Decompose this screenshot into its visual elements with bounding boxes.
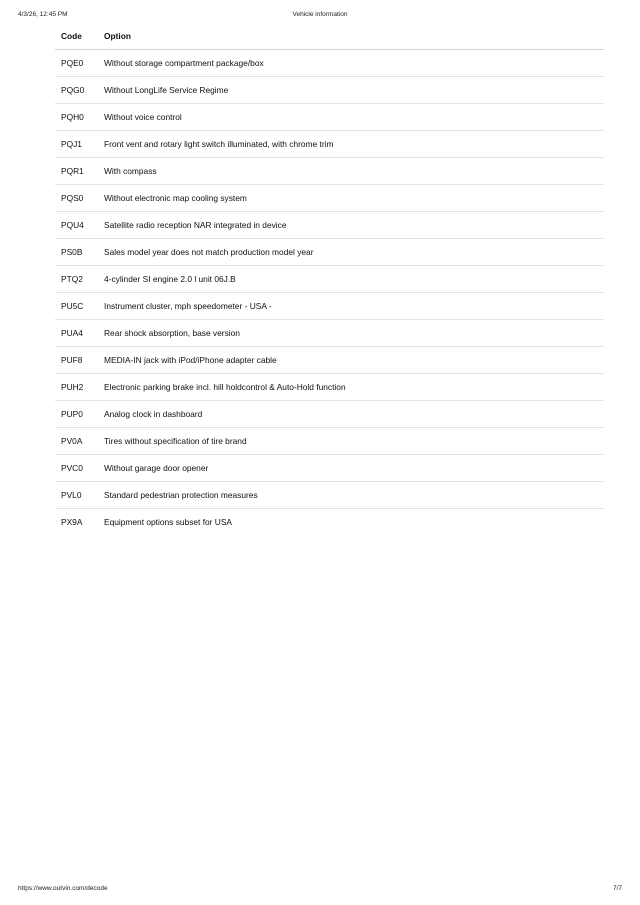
option-description: Without LongLife Service Regime: [98, 77, 604, 104]
table-row: [55, 104, 604, 131]
option-description: Without electronic map cooling system: [98, 185, 604, 212]
option-code: PUF8: [55, 347, 98, 374]
table-row: [55, 509, 604, 536]
option-code: PQE0: [55, 50, 98, 77]
table-row: [55, 401, 604, 428]
option-description: Without voice control: [98, 104, 604, 131]
options-table: [55, 22, 604, 535]
option-description: Sales model year does not match production model year: [98, 239, 604, 266]
option-description: Standard pedestrian protection measures: [98, 482, 604, 509]
option-code: PU5C: [55, 293, 98, 320]
table-row: [55, 77, 604, 104]
option-description: Tires without specification of tire brand: [98, 428, 604, 455]
option-code: PVC0: [55, 455, 98, 482]
option-description: Front vent and rotary light switch illuminated, with chrome trim: [98, 131, 604, 158]
option-code: PTQ2: [55, 266, 98, 293]
option-description: Without storage compartment package/box: [98, 50, 604, 77]
table-row: [55, 482, 604, 509]
table-body: [55, 50, 604, 536]
option-code: PVL0: [55, 482, 98, 509]
option-description: Satellite radio reception NAR integrated in device: [98, 212, 604, 239]
table-row: [55, 455, 604, 482]
options-table-container: [55, 22, 604, 535]
table-header-row: [55, 22, 604, 50]
option-code: PS0B: [55, 239, 98, 266]
option-description: Rear shock absorption, base version: [98, 320, 604, 347]
option-code: PQR1: [55, 158, 98, 185]
table-row: [55, 347, 604, 374]
option-description: Analog clock in dashboard: [98, 401, 604, 428]
option-code: PQH0: [55, 104, 98, 131]
option-code: PQG0: [55, 77, 98, 104]
table-row: [55, 158, 604, 185]
option-description: Without garage door opener: [98, 455, 604, 482]
print-date: 4/3/26, 12:45 PM: [18, 11, 68, 18]
page-number: 7/7: [612, 885, 622, 892]
table-row: [55, 293, 604, 320]
table-row: [55, 131, 604, 158]
option-code: PQJ1: [55, 131, 98, 158]
table-row: [55, 266, 604, 293]
table-row: [55, 239, 604, 266]
table-row: [55, 50, 604, 77]
option-description: 4-cylinder SI engine 2.0 l unit 06J.B: [98, 266, 604, 293]
option-code: PUH2: [55, 374, 98, 401]
column-header-code: Code: [55, 22, 98, 50]
table-row: [55, 185, 604, 212]
option-description: Electronic parking brake incl. hill holdcontrol & Auto-Hold function: [98, 374, 604, 401]
option-description: With compass: [98, 158, 604, 185]
page-title: Vehicle information: [292, 11, 348, 18]
table-row: [55, 428, 604, 455]
option-description: Equipment options subset for USA: [104, 517, 233, 527]
option-code: PX9A: [61, 517, 83, 527]
option-code: PV0A: [55, 428, 98, 455]
option-code: PUP0: [55, 401, 98, 428]
table-row: [55, 212, 604, 239]
column-header-option: Option: [98, 22, 604, 50]
option-description: MEDIA-IN jack with iPod/iPhone adapter cable: [98, 347, 604, 374]
print-header: [18, 11, 622, 21]
option-description: Instrument cluster, mph speedometer - USA -: [98, 293, 604, 320]
option-code: PUA4: [55, 320, 98, 347]
page-url: https://www.outvin.com/decode: [18, 885, 108, 892]
print-footer: [18, 885, 622, 895]
table-row: [55, 374, 604, 401]
table-row: [55, 320, 604, 347]
option-code: PQU4: [55, 212, 98, 239]
option-code: PQS0: [55, 185, 98, 212]
